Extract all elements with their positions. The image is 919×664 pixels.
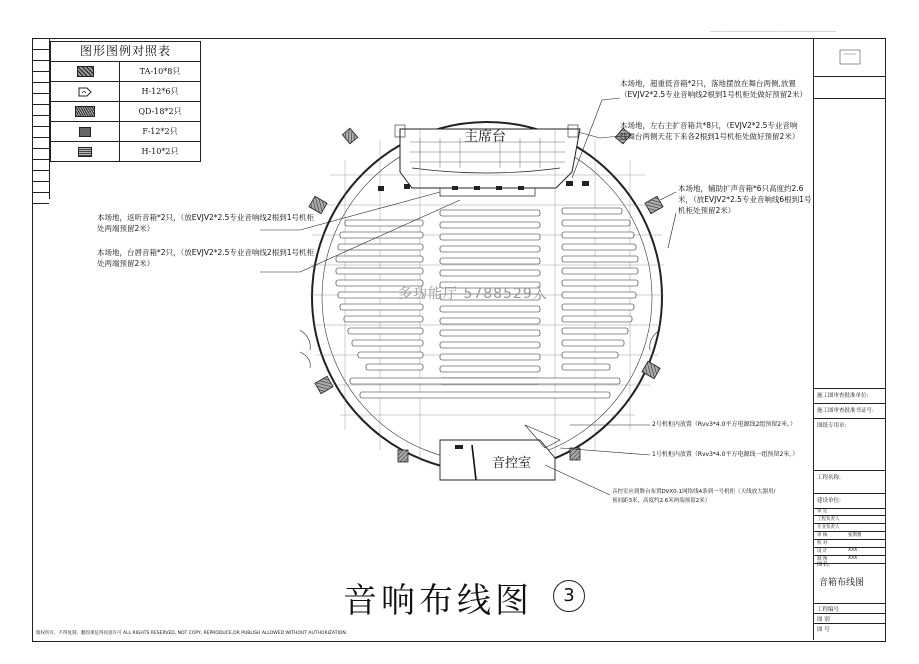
legend-row: TA-10*8只	[51, 62, 200, 82]
legend-row: H-12*6只	[51, 82, 200, 102]
logo-icon	[814, 38, 885, 76]
note-main-speakers: 本场地，左右主扩音箱共*8只，（EVJV2*2.5专业音响 线舞台两侧天花下来各2根到1号机柜处做好预留2米）	[620, 121, 800, 141]
note-lip-speakers: 本场地，台唇音箱*2只，（放EVJV2*2.5专业音响线2根到1号机柜 处两端预留2米）	[97, 248, 314, 268]
drawing-title: 音响布线图	[343, 581, 533, 621]
stage-label: 主席台	[464, 129, 506, 145]
approval-rows: 审 定 工程负责人 专业负责人 审 核 张斯雅 校 对 设 计 XXX 制 图 XXX	[814, 508, 885, 564]
note-aux-speakers: 本场地，辅助扩声音箱*6只高度约2.6 米，（放EVJV2*2.5专业音响线6根到1号 机柜处预留2米）	[678, 184, 812, 215]
note-control-network: 音控室应到舞台布置DVX0-1网络线4条到一号机柜（天线放大器用/ 预间距3米，高度约2.6米两端预留2米）	[612, 489, 776, 504]
seating-rows	[336, 208, 638, 398]
copyright-footer: 版权所有，不得复制，翻印须征得同意许可 ALL RIGHTS RESERVED, NOT COPY, REPRODUCE,OR PUBLISH ALLOWED WITHOUT AUTHORIZATION.	[36, 631, 348, 636]
legend-row: H-10*2只	[51, 142, 200, 161]
company-logo-area	[814, 38, 885, 77]
title-block: 施工图审查批准单位: 施工图审查批准书证号: 图纸专用章: 工程名称: 建设单位: 审 定 工程负责人 专业负责人 审 核 张斯雅 校 对 设 计 XXX 制 图 XXX 图名: 音箱布线图 工程编号 图 别 图 号	[813, 38, 885, 640]
note-cabinet-1: 1号机柜内放置（Rvv3*4.0平方电源线一组预留2米。）	[652, 451, 799, 458]
drawing-name: 音箱布线图	[819, 578, 865, 588]
note-subwoofer: 本场地，超重低音箱*2只，落地摆放在舞台两侧,放置 （EVJV2*2.5专业音响线2根到1号机柜处做好预留2米）	[620, 79, 807, 99]
note-cabinet-2: 2号机柜内放置（Rvv3*4.0平方电源线2组预留2米。）	[652, 421, 797, 428]
legend-title: 图形图例对照表	[51, 42, 200, 62]
top-fine-text: ————————————————————————————————————	[710, 29, 836, 33]
watermark: 多功能厅 5788529入	[398, 286, 548, 302]
drawing-number: 3	[553, 580, 585, 612]
legend-row: F-12*2只	[51, 122, 200, 142]
note-monitors: 本场地，返听音箱*2只，（放EVJV2*2.5专业音响线2根到1号机柜 处两端预留2米）	[97, 213, 314, 233]
control-room-label: 音控室	[492, 456, 532, 471]
legend-row: QD-18*2只	[51, 102, 200, 122]
